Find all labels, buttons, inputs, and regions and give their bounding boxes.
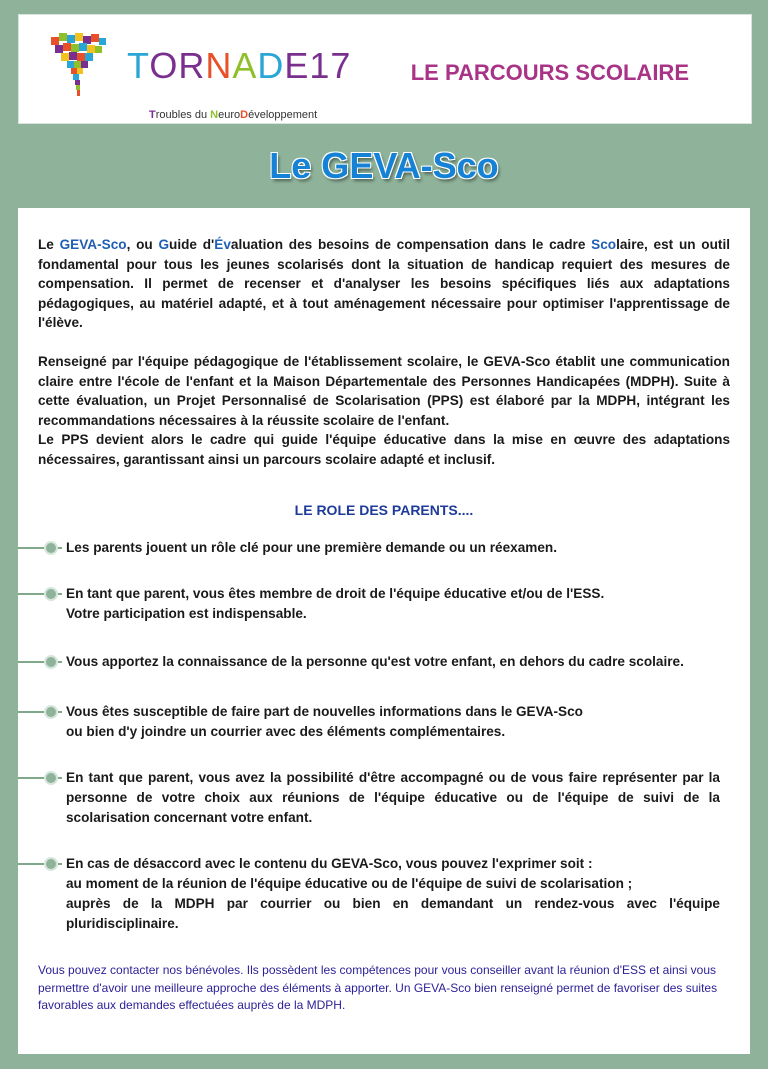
parent-role-item (66, 768, 720, 828)
parent-role-item (66, 854, 720, 934)
page-title: Le GEVA-Sco (269, 145, 499, 186)
item-line: auprès de la MDPH par courrier ou bien en demandant un rendez-vous avec l'équipe pluridisciplinaire. (66, 896, 720, 931)
bullet-dot-icon (44, 857, 58, 871)
logo-sub-text: éveloppement (248, 109, 318, 121)
section-title-parents: LE ROLE DES PARENTS.... (294, 502, 474, 518)
text-run: uide d' (169, 237, 215, 252)
item-line: ou bien d'y joindre un courrier avec des éléments complémentaires. (66, 724, 506, 739)
footer-note: Vous pouvez contacter nos bénévoles. Ils possèdent les compétences pour vous conseiller avant la réunion d'ESS et ainsi vous permettre d'avoir une meilleure approche des éléments à apporter. Un GEVA-Sco bien renseigné permet de favoriser des suites favorables aux demandes effectuées auprès de la MDPH. (38, 963, 718, 1012)
logo-sub-initial: D (240, 109, 249, 121)
item-line: En cas de désaccord avec le contenu du GEVA-Sco, vous pouvez l'exprimer soit : (66, 856, 593, 871)
logo-sub-initial: T (149, 109, 156, 121)
text-run: Le (38, 237, 60, 252)
text-run: laire, est un outil fondamental pour tous les jeunes scolarisés dont la situation de handicap requiert des mesures de compensation. Il permet de recenser et d'analyser les besoins spécifiques liés aux adaptations pédagogiques, au matériel adapté, et à tout aménagement nécessaire pour optimiser l'apprentissage de l'élève. (38, 237, 730, 330)
parent-role-item (66, 702, 720, 742)
highlight-letter: Sco (591, 237, 617, 252)
intro-paragraph-2 (38, 352, 730, 469)
text-run: , ou (126, 237, 159, 252)
logo-letter: A (232, 45, 258, 86)
item-line: Votre participation est indispensable. (66, 606, 307, 621)
intro-paragraph-1 (38, 235, 730, 333)
highlight-letter: Év (214, 237, 231, 252)
bullet-dot-icon (44, 587, 58, 601)
item-line: Vous êtes susceptible de faire part de nouvelles informations dans le GEVA-Sco (66, 704, 583, 719)
logo-sub-text: roubles du (155, 109, 211, 121)
logo-letter: E (284, 45, 310, 86)
parent-role-item (66, 584, 720, 624)
logo-subtitle (149, 109, 317, 121)
bullet-dot-icon (44, 541, 58, 555)
tornado-icon (49, 31, 109, 121)
logo-letter: D (257, 45, 285, 86)
logo-letter: T (127, 45, 150, 86)
highlight-letter: G (158, 237, 170, 252)
logo-wordmark (127, 45, 351, 87)
text-run: Le PPS devient alors le cadre qui guide l'équipe éducative dans la mise en œuvre des adaptations nécessaires, garantissant ainsi un parcours scolaire adapté et inclusif. (38, 432, 730, 467)
logo-letter: N (205, 45, 233, 86)
parent-role-item (66, 538, 720, 558)
item-line: En tant que parent, vous êtes membre de droit de l'équipe éducative et/ou de l'ESS. (66, 586, 605, 601)
text-run: aluation des besoins de compensation dans le cadre (230, 237, 592, 252)
logo-sub-text: euro (218, 109, 241, 121)
item-line: au moment de la réunion de l'équipe éducative ou de l'équipe de suivi de scolarisation ; (66, 876, 633, 891)
logo-letter: OR (149, 45, 206, 86)
logo-number: 17 (309, 45, 352, 86)
bullet-dot-icon (44, 705, 58, 719)
item-line: Vous apportez la connaissance de la personne qu'est votre enfant, en dehors du cadre scolaire. (66, 654, 684, 669)
item-line: En tant que parent, vous avez la possibilité d'être accompagné ou de vous faire représenter par la personne de votre choix aux réunions de l'équipe éducative ou de l'équipe de suivi de la scolarisation concernant votre enfant. (66, 770, 720, 825)
bullet-dot-icon (44, 771, 58, 785)
header-banner (18, 14, 752, 124)
tornade17-logo (49, 31, 352, 121)
bullet-dot-icon (44, 655, 58, 669)
item-line: Les parents jouent un rôle clé pour une première demande ou un réexamen. (66, 540, 558, 555)
logo-sub-initial: N (210, 109, 219, 121)
text-run: Renseigné par l'équipe pédagogique de l'établissement scolaire, le GEVA-Sco établit une communication claire entre l'école de l'enfant et la Maison Départementale des Personnes Handicapées (MDPH). Suite à cette évaluation, un Projet Personnalisé de Scolarisation (PPS) est élaboré par la MDPH, intégrant les recommandations nécessaires à la réussite scolaire de l'enfant. (38, 354, 730, 428)
parent-role-item (66, 652, 720, 672)
highlight-geva-sco: GEVA-Sco (59, 237, 127, 252)
header-title: LE PARCOURS SCOLAIRE (410, 60, 689, 85)
content-card (18, 208, 750, 1054)
